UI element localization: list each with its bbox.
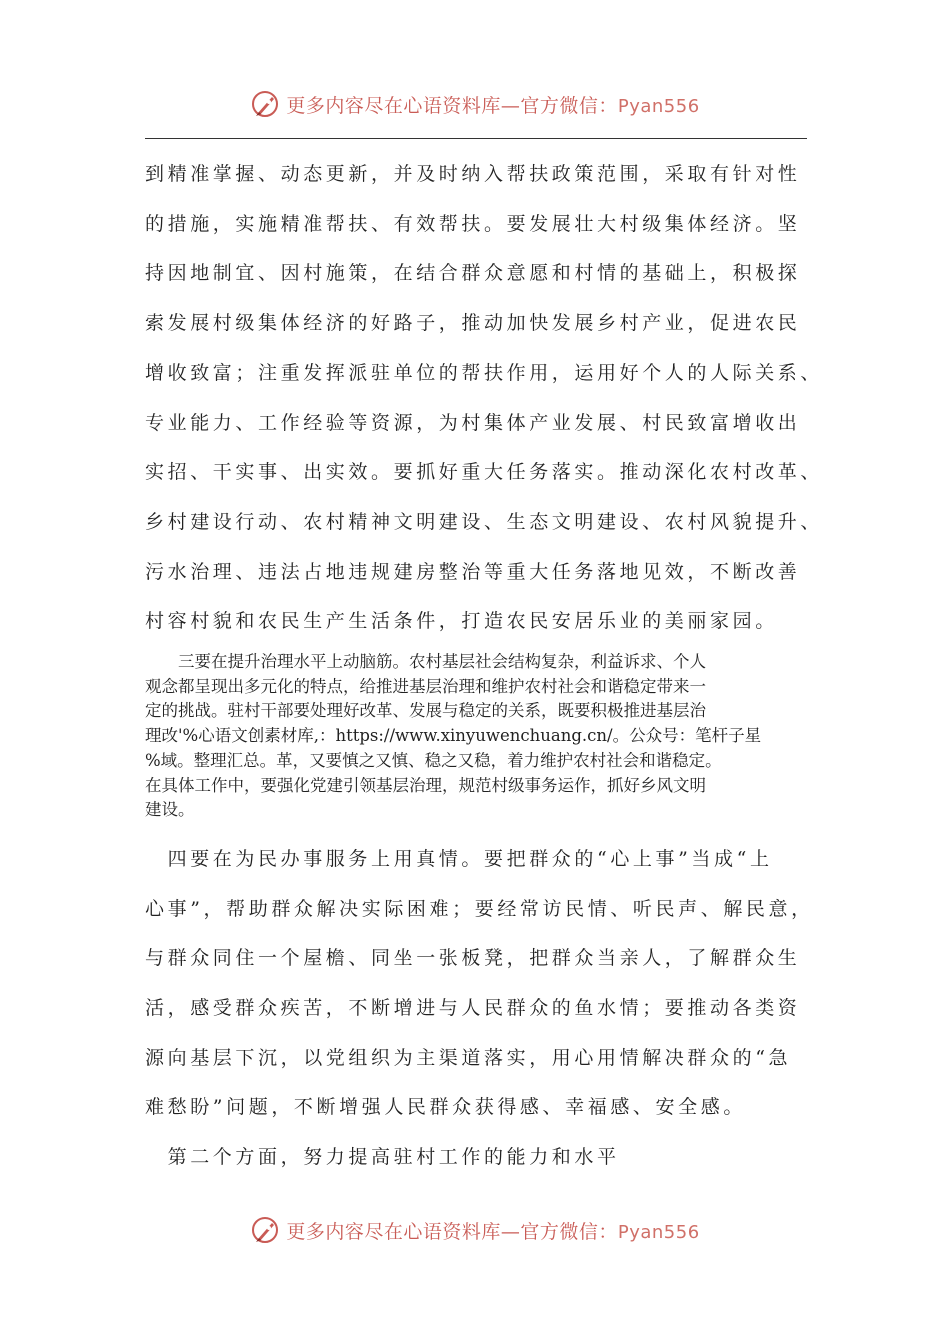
header-banner-label: 更多内容尽在心语资料库—官方微信： (286, 94, 618, 117)
footer-banner-text (286, 1217, 699, 1244)
paragraph-4: 第二个方面，努力提高驻村工作的能力和水平 (145, 1146, 620, 1169)
pen-circle-logo-icon (250, 1215, 280, 1245)
header-divider (145, 138, 807, 139)
document-body (145, 150, 825, 1183)
pen-circle-logo-icon (250, 89, 280, 119)
header-banner (0, 84, 950, 124)
paragraph-2: 三要在提升治理水平上动脑筋。农村基层社会结构复杂，利益诉求、个人 观念都呈现出多元化的特点，给推进基层治理和维护农村社会和谐稳定带来一 定的挑战。驻村干部要处理好改革、发展与稳定的关系，既要积极推进基层治 理改'%心语文创素材库,：https://www.xinyuwenchuang.cn/。公众号：笔杆子星 %域。整理汇总。革，又要慎之又慎、稳之又稳，着力维护农村社会和谐稳定。 在具体工作中，要强化党建引领基层治理，规范村级事务运作，抓好乡风文明 建设。 (145, 652, 762, 820)
footer-banner (0, 1210, 950, 1250)
paragraph-3: 四要在为民办事服务上用真情。要把群众的“心上事”当成“上 心事”，帮助群众解决实际困难；要经常访民情、听民声、解民意， 与群众同住一个屋檐、同坐一张板凳，把群众当亲人，了解群众生 活，感受群众疾苦，不断增进与人民群众的鱼水情；要推动各类资 源向基层下沉，以党组织为主渠道落实，用心用情解决群众的“急 难愁盼”问题，不断增强人民群众获得感、幸福感、安全感。 (145, 847, 814, 1119)
header-banner-handle: Pyan556 (617, 95, 700, 117)
header-banner-text (286, 91, 699, 118)
paragraph-1: 到精准掌握、动态更新，并及时纳入帮扶政策范围，采取有针对性 的措施，实施精准帮扶、有效帮扶。要发展壮大村级集体经济。坚 持因地制宜、因村施策，在结合群众意愿和村情的基础上，积极探 索发展村级集体经济的好路子，推动加快发展乡村产业，促进农民 增收致富；注重发挥派驻单位的帮扶作用，运用好个人的人际关系、 专业能力、工作经验等资源，为村集体产业发展、村民致富增收出 实招、干实事、出实效。要抓好重大任务落实。推动深化农村改革、 乡村建设行动、农村精神文明建设、生态文明建设、农村风貌提升、 污水治理、违法占地违规建房整治等重大任务落地见效，不断改善 村容村貌和农民生产生活条件，打造农民安居乐业的美丽家园。 (145, 163, 824, 633)
footer-banner-label: 更多内容尽在心语资料库—官方微信： (286, 1220, 618, 1243)
footer-banner-handle: Pyan556 (617, 1221, 700, 1243)
